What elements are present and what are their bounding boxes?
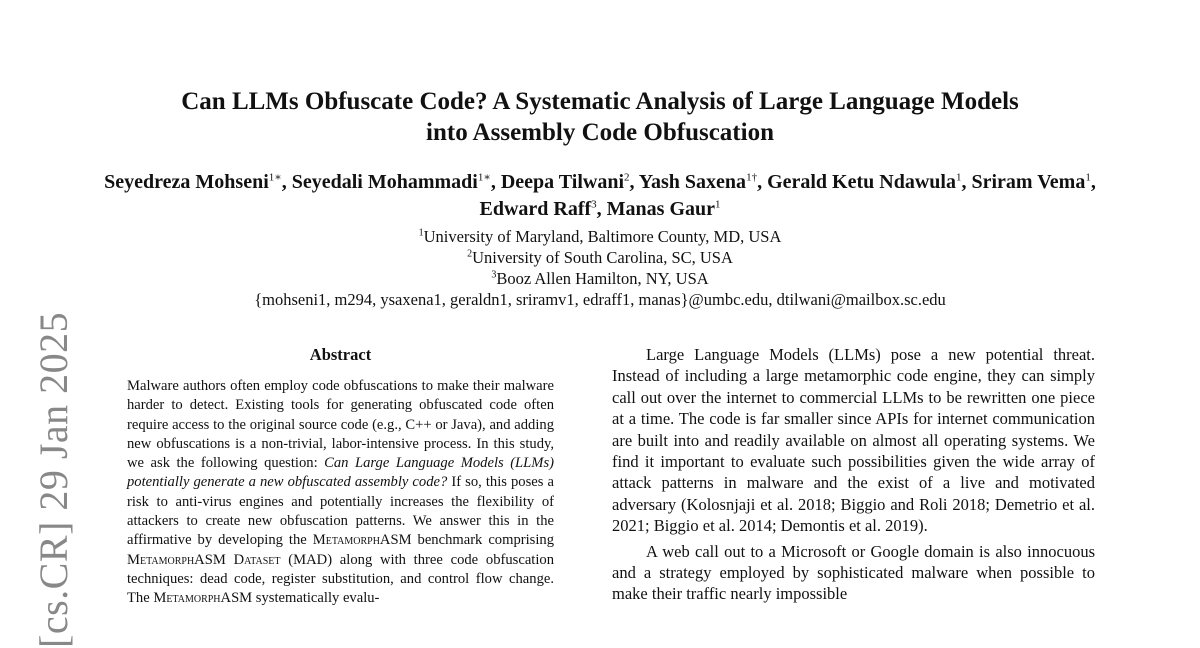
author: Manas Gaur$^1$	[606, 198, 721, 220]
research-question: Can Large Language Models (LLMs) potentially generate a new obfuscated assembly code?	[127, 455, 554, 491]
affiliations	[100, 226, 1100, 310]
author: Deepa Tilwani$^2$	[500, 171, 630, 193]
author-list: Seyedreza Mohseni$^{1∗}$, Seyedali Mohammadi$^{1∗}$, Deepa Tilwani$^2$, Yash Saxena$^{1\dagger}$, Gerald Ketu Ndawula$^1$, Sriram Vema$^1$, Edward Raff$^3$, Manas Gaur$^1$	[104, 171, 1096, 220]
affiliation: $^3$Booz Allen Hamilton, NY, USA	[491, 269, 709, 288]
author: Seyedreza Mohseni$^{1∗}$	[104, 171, 282, 193]
title-line-2: into Assembly Code Obfuscation	[426, 119, 774, 146]
arxiv-stamp	[30, 311, 76, 648]
abstract-heading: Abstract	[309, 345, 372, 364]
author: Sriram Vema$^1$	[971, 171, 1091, 193]
abstract-text: Malware authors often employ code obfuscations to make their malware harder to detect. Existing tools for generating obfuscated code often require access to the original source code (e.g., C++ or Java), and adding new obfuscations is a non-trivial, labor-intensive process. In this study, we ask the following question: Can Large Language Models (LLMs) potentially generate a new obfuscated assembly code? If so, this poses a risk to anti-virus engines and potentially increases the flexibility of attackers to create new obfuscation patterns. We answer this in the affirmative by developing the MetamorphASM benchmark comprising MetamorphASM Dataset (MAD) along with three code obfuscation techniques: dead code, register substitution, and control flow change. The MetamorphASM systematically evalu-	[127, 378, 554, 607]
body-paragraph-2: A web call out to a Microsoft or Google domain is also innocuous and a strategy employed by sophisticated malware when possible to make their traffic nearly impossible	[612, 541, 1095, 604]
author: Yash Saxena$^{1\dagger}$	[638, 171, 758, 193]
affiliation: $^2$University of South Carolina, SC, USA	[467, 248, 733, 267]
email-list: {mohseni1, m294, ysaxena1, geraldn1, sriramv1, edraff1, manas}@umbc.edu, dtilwani@mailbox.sc.edu	[254, 290, 946, 309]
arxiv-stamp-text: [cs.CR] 29 Jan 2025	[31, 311, 76, 648]
author: Gerald Ketu Ndawula$^1$	[767, 171, 962, 193]
paper-title	[100, 86, 1100, 148]
right-column	[612, 344, 1095, 609]
body-paragraph-1: Large Language Models (LLMs) pose a new potential threat. Instead of including a large metamorphic code engine, they can simply call out over the internet to commercial LLMs to be rewritten one piece at a time. The code is far smaller since APIs for internet communication are built into and readily available on almost all operating systems. We find it important to evaluate such possibilities given the wide array of attack patterns in malware and the exist of a live and motivated adversary (Kolosnjaji et al. 2018; Biggio and Roli 2018; Demetrio et al. 2021; Biggio et al. 2014; Demontis et al. 2019).	[612, 345, 1095, 536]
author: Seyedali Mohammadi$^{1∗}$	[291, 171, 491, 193]
author: Edward Raff$^3$	[479, 198, 597, 220]
title-line-1: Can LLMs Obfuscate Code? A Systematic Analysis of Large Language Models	[181, 88, 1019, 115]
left-column	[127, 344, 554, 609]
affiliation: $^1$University of Maryland, Baltimore County, MD, USA	[418, 227, 782, 246]
